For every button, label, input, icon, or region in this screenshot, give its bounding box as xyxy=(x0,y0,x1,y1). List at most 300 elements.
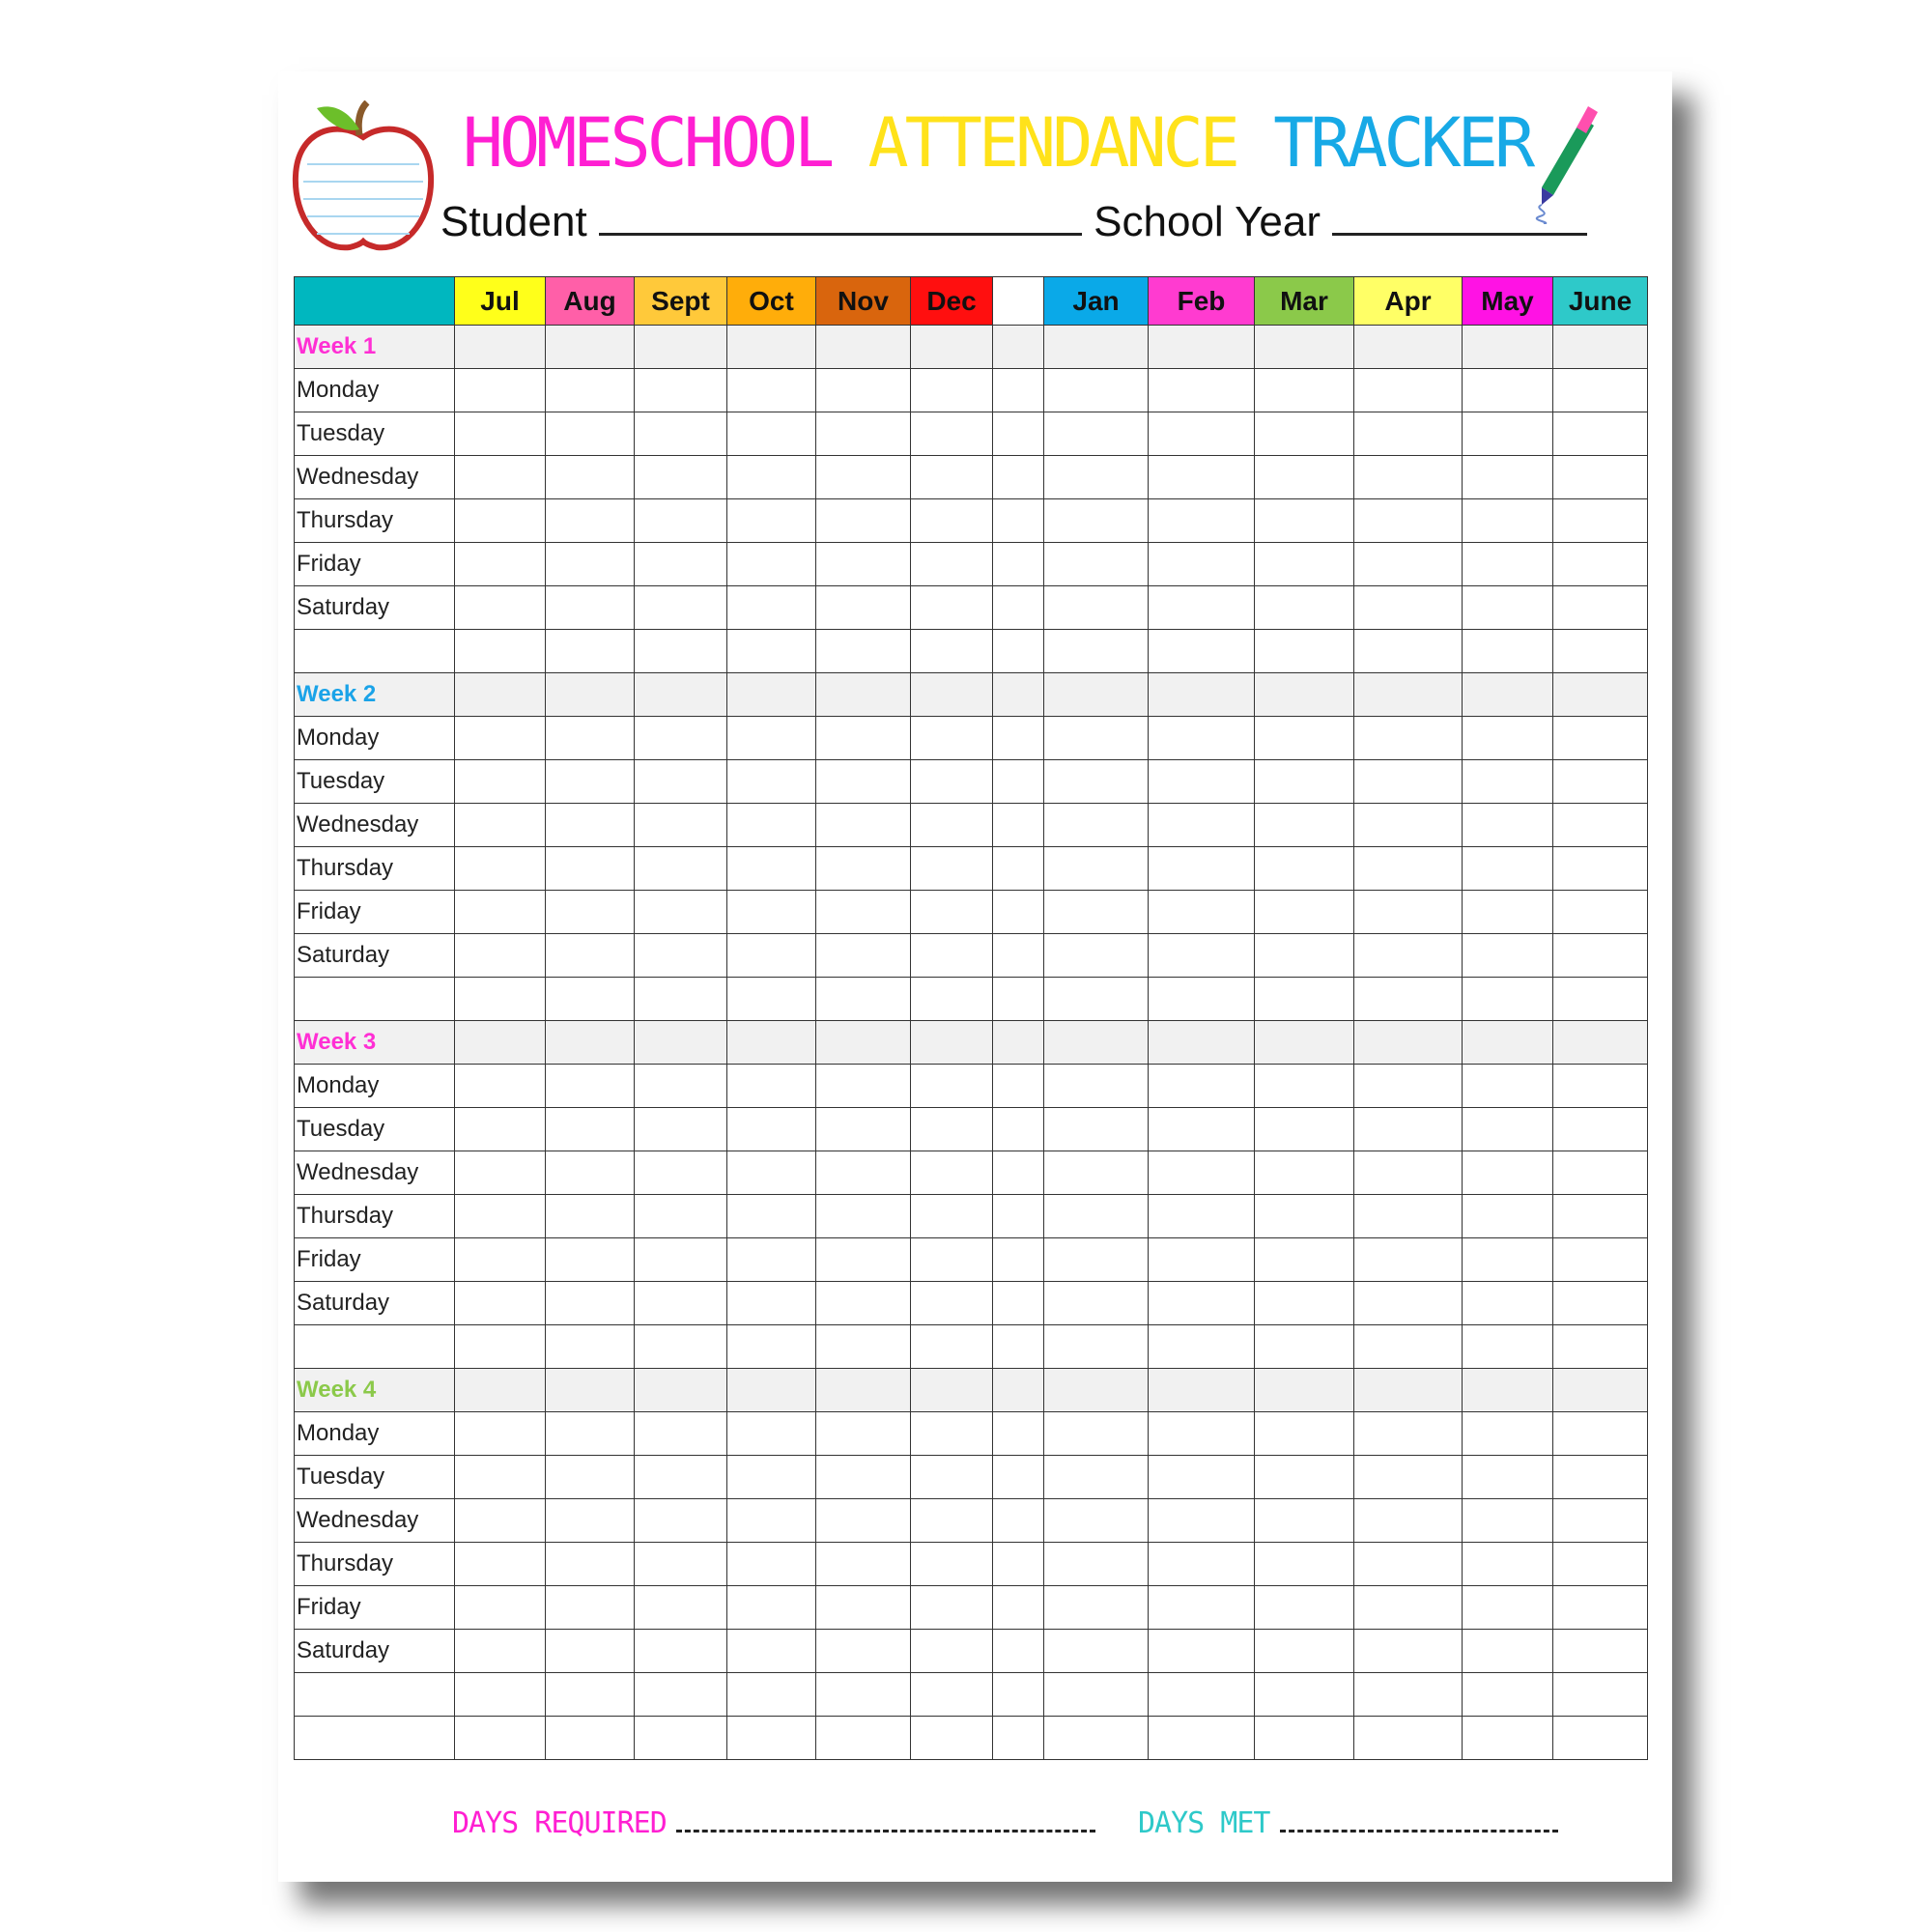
attendance-cell[interactable] xyxy=(993,586,1044,630)
attendance-cell[interactable] xyxy=(816,412,911,456)
attendance-cell[interactable] xyxy=(1044,369,1149,412)
attendance-cell[interactable] xyxy=(993,630,1044,673)
attendance-cell[interactable] xyxy=(1044,1325,1149,1369)
attendance-cell[interactable] xyxy=(816,543,911,586)
attendance-cell[interactable] xyxy=(1354,1586,1463,1630)
attendance-cell[interactable] xyxy=(1553,456,1648,499)
attendance-cell[interactable] xyxy=(455,499,546,543)
attendance-cell[interactable] xyxy=(455,847,546,891)
attendance-cell[interactable] xyxy=(1149,804,1255,847)
attendance-cell[interactable] xyxy=(1044,1543,1149,1586)
attendance-cell[interactable] xyxy=(993,847,1044,891)
attendance-cell[interactable] xyxy=(1255,326,1354,369)
attendance-cell[interactable] xyxy=(816,1108,911,1151)
attendance-cell[interactable] xyxy=(911,804,993,847)
attendance-cell[interactable] xyxy=(1354,760,1463,804)
attendance-cell[interactable] xyxy=(546,326,635,369)
attendance-cell[interactable] xyxy=(1463,1586,1553,1630)
attendance-cell[interactable] xyxy=(1149,1065,1255,1108)
attendance-cell[interactable] xyxy=(1255,847,1354,891)
attendance-cell[interactable] xyxy=(816,1369,911,1412)
attendance-cell[interactable] xyxy=(455,1151,546,1195)
attendance-cell[interactable] xyxy=(1149,1499,1255,1543)
attendance-cell[interactable] xyxy=(911,1151,993,1195)
attendance-cell[interactable] xyxy=(727,1151,816,1195)
attendance-cell[interactable] xyxy=(816,499,911,543)
attendance-cell[interactable] xyxy=(1255,1412,1354,1456)
attendance-cell[interactable] xyxy=(1463,847,1553,891)
attendance-cell[interactable] xyxy=(1553,1412,1648,1456)
attendance-cell[interactable] xyxy=(1463,1151,1553,1195)
attendance-cell[interactable] xyxy=(546,1195,635,1238)
attendance-cell[interactable] xyxy=(727,717,816,760)
attendance-cell[interactable] xyxy=(1553,1499,1648,1543)
attendance-cell[interactable] xyxy=(727,1499,816,1543)
attendance-cell[interactable] xyxy=(727,1282,816,1325)
attendance-cell[interactable] xyxy=(1149,1717,1255,1760)
attendance-cell[interactable] xyxy=(635,1021,727,1065)
attendance-cell[interactable] xyxy=(1044,934,1149,978)
days-required-blank[interactable] xyxy=(676,1804,1095,1833)
attendance-cell[interactable] xyxy=(1149,717,1255,760)
attendance-cell[interactable] xyxy=(1044,804,1149,847)
attendance-cell[interactable] xyxy=(1044,1412,1149,1456)
attendance-cell[interactable] xyxy=(635,1238,727,1282)
attendance-cell[interactable] xyxy=(546,1238,635,1282)
attendance-cell[interactable] xyxy=(1354,804,1463,847)
attendance-cell[interactable] xyxy=(1149,543,1255,586)
attendance-cell[interactable] xyxy=(911,717,993,760)
attendance-cell[interactable] xyxy=(1354,1630,1463,1673)
attendance-cell[interactable] xyxy=(455,543,546,586)
attendance-cell[interactable] xyxy=(1553,934,1648,978)
attendance-cell[interactable] xyxy=(635,456,727,499)
attendance-cell[interactable] xyxy=(635,673,727,717)
attendance-cell[interactable] xyxy=(1463,1369,1553,1412)
attendance-cell[interactable] xyxy=(1255,804,1354,847)
attendance-cell[interactable] xyxy=(1149,1630,1255,1673)
attendance-cell[interactable] xyxy=(1255,673,1354,717)
attendance-cell[interactable] xyxy=(635,1499,727,1543)
attendance-cell[interactable] xyxy=(1149,1543,1255,1586)
attendance-cell[interactable] xyxy=(455,1282,546,1325)
attendance-cell[interactable] xyxy=(455,412,546,456)
attendance-cell[interactable] xyxy=(1553,1021,1648,1065)
attendance-cell[interactable] xyxy=(911,1195,993,1238)
attendance-cell[interactable] xyxy=(1255,1499,1354,1543)
attendance-cell[interactable] xyxy=(546,1630,635,1673)
attendance-cell[interactable] xyxy=(1044,1369,1149,1412)
attendance-cell[interactable] xyxy=(911,1630,993,1673)
attendance-cell[interactable] xyxy=(1463,934,1553,978)
attendance-cell[interactable] xyxy=(455,891,546,934)
attendance-cell[interactable] xyxy=(546,456,635,499)
attendance-cell[interactable] xyxy=(1354,1673,1463,1717)
attendance-cell[interactable] xyxy=(911,1065,993,1108)
attendance-cell[interactable] xyxy=(727,1238,816,1282)
attendance-cell[interactable] xyxy=(455,760,546,804)
attendance-cell[interactable] xyxy=(911,1412,993,1456)
attendance-cell[interactable] xyxy=(911,630,993,673)
attendance-cell[interactable] xyxy=(1553,847,1648,891)
attendance-cell[interactable] xyxy=(1149,1369,1255,1412)
attendance-cell[interactable] xyxy=(1044,1630,1149,1673)
attendance-cell[interactable] xyxy=(816,326,911,369)
attendance-cell[interactable] xyxy=(455,934,546,978)
attendance-cell[interactable] xyxy=(1354,326,1463,369)
attendance-cell[interactable] xyxy=(1354,673,1463,717)
attendance-cell[interactable] xyxy=(1149,456,1255,499)
attendance-cell[interactable] xyxy=(993,978,1044,1021)
attendance-cell[interactable] xyxy=(546,1543,635,1586)
attendance-cell[interactable] xyxy=(993,1108,1044,1151)
attendance-cell[interactable] xyxy=(911,1021,993,1065)
attendance-cell[interactable] xyxy=(993,804,1044,847)
attendance-cell[interactable] xyxy=(727,543,816,586)
attendance-cell[interactable] xyxy=(1044,1456,1149,1499)
attendance-cell[interactable] xyxy=(911,1456,993,1499)
attendance-cell[interactable] xyxy=(1149,1282,1255,1325)
attendance-cell[interactable] xyxy=(455,1456,546,1499)
attendance-cell[interactable] xyxy=(1463,543,1553,586)
attendance-cell[interactable] xyxy=(635,499,727,543)
attendance-cell[interactable] xyxy=(993,499,1044,543)
attendance-cell[interactable] xyxy=(635,978,727,1021)
attendance-cell[interactable] xyxy=(727,673,816,717)
attendance-cell[interactable] xyxy=(727,1369,816,1412)
attendance-cell[interactable] xyxy=(1149,1456,1255,1499)
attendance-cell[interactable] xyxy=(455,630,546,673)
attendance-cell[interactable] xyxy=(993,1325,1044,1369)
attendance-cell[interactable] xyxy=(993,1630,1044,1673)
attendance-cell[interactable] xyxy=(816,1456,911,1499)
attendance-cell[interactable] xyxy=(911,369,993,412)
attendance-cell[interactable] xyxy=(1354,586,1463,630)
attendance-cell[interactable] xyxy=(993,1543,1044,1586)
attendance-cell[interactable] xyxy=(911,326,993,369)
attendance-cell[interactable] xyxy=(816,978,911,1021)
attendance-cell[interactable] xyxy=(727,804,816,847)
attendance-cell[interactable] xyxy=(1463,1499,1553,1543)
attendance-cell[interactable] xyxy=(727,630,816,673)
attendance-cell[interactable] xyxy=(1255,1108,1354,1151)
attendance-cell[interactable] xyxy=(1354,978,1463,1021)
attendance-cell[interactable] xyxy=(1553,499,1648,543)
attendance-cell[interactable] xyxy=(1149,326,1255,369)
attendance-cell[interactable] xyxy=(1553,586,1648,630)
attendance-cell[interactable] xyxy=(1255,586,1354,630)
attendance-cell[interactable] xyxy=(1044,1108,1149,1151)
attendance-cell[interactable] xyxy=(455,978,546,1021)
attendance-cell[interactable] xyxy=(1463,1456,1553,1499)
attendance-cell[interactable] xyxy=(993,326,1044,369)
attendance-cell[interactable] xyxy=(1255,1151,1354,1195)
attendance-cell[interactable] xyxy=(455,717,546,760)
attendance-cell[interactable] xyxy=(816,1325,911,1369)
attendance-cell[interactable] xyxy=(727,412,816,456)
attendance-cell[interactable] xyxy=(635,369,727,412)
attendance-cell[interactable] xyxy=(1149,1586,1255,1630)
attendance-cell[interactable] xyxy=(1255,412,1354,456)
attendance-cell[interactable] xyxy=(993,1195,1044,1238)
attendance-cell[interactable] xyxy=(546,978,635,1021)
attendance-cell[interactable] xyxy=(993,1238,1044,1282)
attendance-cell[interactable] xyxy=(546,543,635,586)
attendance-cell[interactable] xyxy=(1354,934,1463,978)
attendance-cell[interactable] xyxy=(1044,630,1149,673)
attendance-cell[interactable] xyxy=(1354,847,1463,891)
attendance-cell[interactable] xyxy=(993,717,1044,760)
attendance-cell[interactable] xyxy=(1463,978,1553,1021)
attendance-cell[interactable] xyxy=(911,1325,993,1369)
attendance-cell[interactable] xyxy=(993,1065,1044,1108)
attendance-cell[interactable] xyxy=(1553,1325,1648,1369)
attendance-cell[interactable] xyxy=(1553,1630,1648,1673)
attendance-cell[interactable] xyxy=(816,804,911,847)
attendance-cell[interactable] xyxy=(546,412,635,456)
attendance-cell[interactable] xyxy=(546,1065,635,1108)
attendance-cell[interactable] xyxy=(1354,369,1463,412)
attendance-cell[interactable] xyxy=(1354,1543,1463,1586)
attendance-cell[interactable] xyxy=(911,456,993,499)
attendance-cell[interactable] xyxy=(1463,1630,1553,1673)
attendance-cell[interactable] xyxy=(1553,891,1648,934)
attendance-cell[interactable] xyxy=(1044,1673,1149,1717)
attendance-cell[interactable] xyxy=(816,1195,911,1238)
attendance-cell[interactable] xyxy=(1255,760,1354,804)
attendance-cell[interactable] xyxy=(816,1282,911,1325)
attendance-cell[interactable] xyxy=(816,1630,911,1673)
attendance-cell[interactable] xyxy=(1354,1717,1463,1760)
attendance-cell[interactable] xyxy=(635,804,727,847)
attendance-cell[interactable] xyxy=(1354,499,1463,543)
attendance-cell[interactable] xyxy=(816,760,911,804)
attendance-cell[interactable] xyxy=(816,891,911,934)
attendance-cell[interactable] xyxy=(911,978,993,1021)
attendance-cell[interactable] xyxy=(911,412,993,456)
attendance-cell[interactable] xyxy=(1553,1369,1648,1412)
attendance-cell[interactable] xyxy=(727,1673,816,1717)
attendance-cell[interactable] xyxy=(1553,717,1648,760)
attendance-cell[interactable] xyxy=(1463,1543,1553,1586)
attendance-cell[interactable] xyxy=(1044,1238,1149,1282)
attendance-cell[interactable] xyxy=(1463,891,1553,934)
attendance-cell[interactable] xyxy=(1255,1021,1354,1065)
attendance-cell[interactable] xyxy=(993,1412,1044,1456)
attendance-cell[interactable] xyxy=(635,1195,727,1238)
attendance-cell[interactable] xyxy=(1149,978,1255,1021)
attendance-cell[interactable] xyxy=(816,934,911,978)
school-year-blank[interactable] xyxy=(1332,194,1587,236)
attendance-cell[interactable] xyxy=(635,543,727,586)
attendance-cell[interactable] xyxy=(993,456,1044,499)
attendance-cell[interactable] xyxy=(635,1325,727,1369)
attendance-cell[interactable] xyxy=(993,412,1044,456)
attendance-cell[interactable] xyxy=(1553,1065,1648,1108)
attendance-cell[interactable] xyxy=(1553,1673,1648,1717)
attendance-cell[interactable] xyxy=(816,1065,911,1108)
attendance-cell[interactable] xyxy=(1149,412,1255,456)
attendance-cell[interactable] xyxy=(1354,1021,1463,1065)
attendance-cell[interactable] xyxy=(1044,1151,1149,1195)
attendance-cell[interactable] xyxy=(455,1717,546,1760)
attendance-cell[interactable] xyxy=(727,326,816,369)
attendance-cell[interactable] xyxy=(1354,1195,1463,1238)
attendance-cell[interactable] xyxy=(1044,412,1149,456)
attendance-cell[interactable] xyxy=(727,1412,816,1456)
attendance-cell[interactable] xyxy=(993,1673,1044,1717)
attendance-cell[interactable] xyxy=(1044,891,1149,934)
attendance-cell[interactable] xyxy=(635,326,727,369)
attendance-cell[interactable] xyxy=(455,1499,546,1543)
attendance-cell[interactable] xyxy=(455,1543,546,1586)
attendance-cell[interactable] xyxy=(816,1021,911,1065)
attendance-cell[interactable] xyxy=(816,1412,911,1456)
attendance-cell[interactable] xyxy=(1354,1499,1463,1543)
attendance-cell[interactable] xyxy=(1255,1325,1354,1369)
attendance-cell[interactable] xyxy=(1463,717,1553,760)
attendance-cell[interactable] xyxy=(635,1065,727,1108)
attendance-cell[interactable] xyxy=(1553,543,1648,586)
attendance-cell[interactable] xyxy=(546,1021,635,1065)
attendance-cell[interactable] xyxy=(727,1586,816,1630)
attendance-cell[interactable] xyxy=(816,1717,911,1760)
attendance-cell[interactable] xyxy=(911,1282,993,1325)
attendance-cell[interactable] xyxy=(1149,586,1255,630)
attendance-cell[interactable] xyxy=(1354,1151,1463,1195)
attendance-cell[interactable] xyxy=(455,1238,546,1282)
attendance-cell[interactable] xyxy=(911,1543,993,1586)
attendance-cell[interactable] xyxy=(1044,760,1149,804)
attendance-cell[interactable] xyxy=(455,1325,546,1369)
days-met-blank[interactable] xyxy=(1280,1804,1558,1833)
attendance-cell[interactable] xyxy=(455,1630,546,1673)
attendance-cell[interactable] xyxy=(816,1151,911,1195)
attendance-cell[interactable] xyxy=(1463,1673,1553,1717)
attendance-cell[interactable] xyxy=(993,760,1044,804)
attendance-cell[interactable] xyxy=(546,499,635,543)
attendance-cell[interactable] xyxy=(1354,412,1463,456)
attendance-cell[interactable] xyxy=(1149,369,1255,412)
attendance-cell[interactable] xyxy=(816,673,911,717)
attendance-cell[interactable] xyxy=(1255,934,1354,978)
attendance-cell[interactable] xyxy=(1044,499,1149,543)
attendance-cell[interactable] xyxy=(727,499,816,543)
attendance-cell[interactable] xyxy=(455,1586,546,1630)
attendance-cell[interactable] xyxy=(546,1412,635,1456)
attendance-cell[interactable] xyxy=(635,1543,727,1586)
attendance-cell[interactable] xyxy=(546,1586,635,1630)
attendance-cell[interactable] xyxy=(727,847,816,891)
attendance-cell[interactable] xyxy=(1553,760,1648,804)
attendance-cell[interactable] xyxy=(1044,978,1149,1021)
attendance-cell[interactable] xyxy=(816,456,911,499)
attendance-cell[interactable] xyxy=(1553,1543,1648,1586)
attendance-cell[interactable] xyxy=(816,717,911,760)
attendance-cell[interactable] xyxy=(546,630,635,673)
attendance-cell[interactable] xyxy=(1553,804,1648,847)
attendance-cell[interactable] xyxy=(911,1238,993,1282)
attendance-cell[interactable] xyxy=(455,1021,546,1065)
attendance-cell[interactable] xyxy=(1553,1717,1648,1760)
attendance-cell[interactable] xyxy=(911,1673,993,1717)
attendance-cell[interactable] xyxy=(546,804,635,847)
attendance-cell[interactable] xyxy=(1044,1282,1149,1325)
attendance-cell[interactable] xyxy=(727,1717,816,1760)
attendance-cell[interactable] xyxy=(1149,1151,1255,1195)
attendance-cell[interactable] xyxy=(1149,934,1255,978)
attendance-cell[interactable] xyxy=(816,847,911,891)
attendance-cell[interactable] xyxy=(1044,1195,1149,1238)
attendance-cell[interactable] xyxy=(1255,1717,1354,1760)
attendance-cell[interactable] xyxy=(635,1369,727,1412)
attendance-cell[interactable] xyxy=(1149,891,1255,934)
attendance-cell[interactable] xyxy=(455,1412,546,1456)
attendance-cell[interactable] xyxy=(911,934,993,978)
attendance-cell[interactable] xyxy=(1044,1499,1149,1543)
attendance-cell[interactable] xyxy=(1463,1065,1553,1108)
attendance-cell[interactable] xyxy=(1255,1543,1354,1586)
attendance-cell[interactable] xyxy=(546,673,635,717)
attendance-cell[interactable] xyxy=(1044,717,1149,760)
attendance-cell[interactable] xyxy=(1354,717,1463,760)
attendance-cell[interactable] xyxy=(911,1586,993,1630)
attendance-cell[interactable] xyxy=(993,1151,1044,1195)
attendance-cell[interactable] xyxy=(1149,1021,1255,1065)
attendance-cell[interactable] xyxy=(635,1630,727,1673)
attendance-cell[interactable] xyxy=(1354,1238,1463,1282)
attendance-cell[interactable] xyxy=(546,1108,635,1151)
attendance-cell[interactable] xyxy=(1044,1586,1149,1630)
attendance-cell[interactable] xyxy=(635,760,727,804)
attendance-cell[interactable] xyxy=(546,760,635,804)
attendance-cell[interactable] xyxy=(1255,1673,1354,1717)
attendance-cell[interactable] xyxy=(727,1543,816,1586)
attendance-cell[interactable] xyxy=(727,586,816,630)
attendance-cell[interactable] xyxy=(1463,412,1553,456)
attendance-cell[interactable] xyxy=(1463,1282,1553,1325)
attendance-cell[interactable] xyxy=(1463,1325,1553,1369)
attendance-cell[interactable] xyxy=(727,1065,816,1108)
attendance-cell[interactable] xyxy=(1463,1238,1553,1282)
attendance-cell[interactable] xyxy=(993,891,1044,934)
attendance-cell[interactable] xyxy=(1354,1325,1463,1369)
student-name-blank[interactable] xyxy=(599,194,1082,236)
attendance-cell[interactable] xyxy=(993,673,1044,717)
attendance-cell[interactable] xyxy=(727,1108,816,1151)
attendance-cell[interactable] xyxy=(635,1456,727,1499)
attendance-cell[interactable] xyxy=(993,1369,1044,1412)
attendance-cell[interactable] xyxy=(1463,1412,1553,1456)
attendance-cell[interactable] xyxy=(1463,673,1553,717)
attendance-cell[interactable] xyxy=(816,1543,911,1586)
attendance-cell[interactable] xyxy=(1354,1456,1463,1499)
attendance-cell[interactable] xyxy=(993,1499,1044,1543)
attendance-cell[interactable] xyxy=(455,1369,546,1412)
attendance-cell[interactable] xyxy=(635,412,727,456)
attendance-cell[interactable] xyxy=(727,1021,816,1065)
attendance-cell[interactable] xyxy=(455,326,546,369)
attendance-cell[interactable] xyxy=(911,673,993,717)
attendance-cell[interactable] xyxy=(635,717,727,760)
attendance-cell[interactable] xyxy=(635,1717,727,1760)
attendance-cell[interactable] xyxy=(635,847,727,891)
attendance-cell[interactable] xyxy=(1354,456,1463,499)
attendance-cell[interactable] xyxy=(1044,673,1149,717)
attendance-cell[interactable] xyxy=(993,934,1044,978)
attendance-cell[interactable] xyxy=(1149,673,1255,717)
attendance-cell[interactable] xyxy=(1044,543,1149,586)
